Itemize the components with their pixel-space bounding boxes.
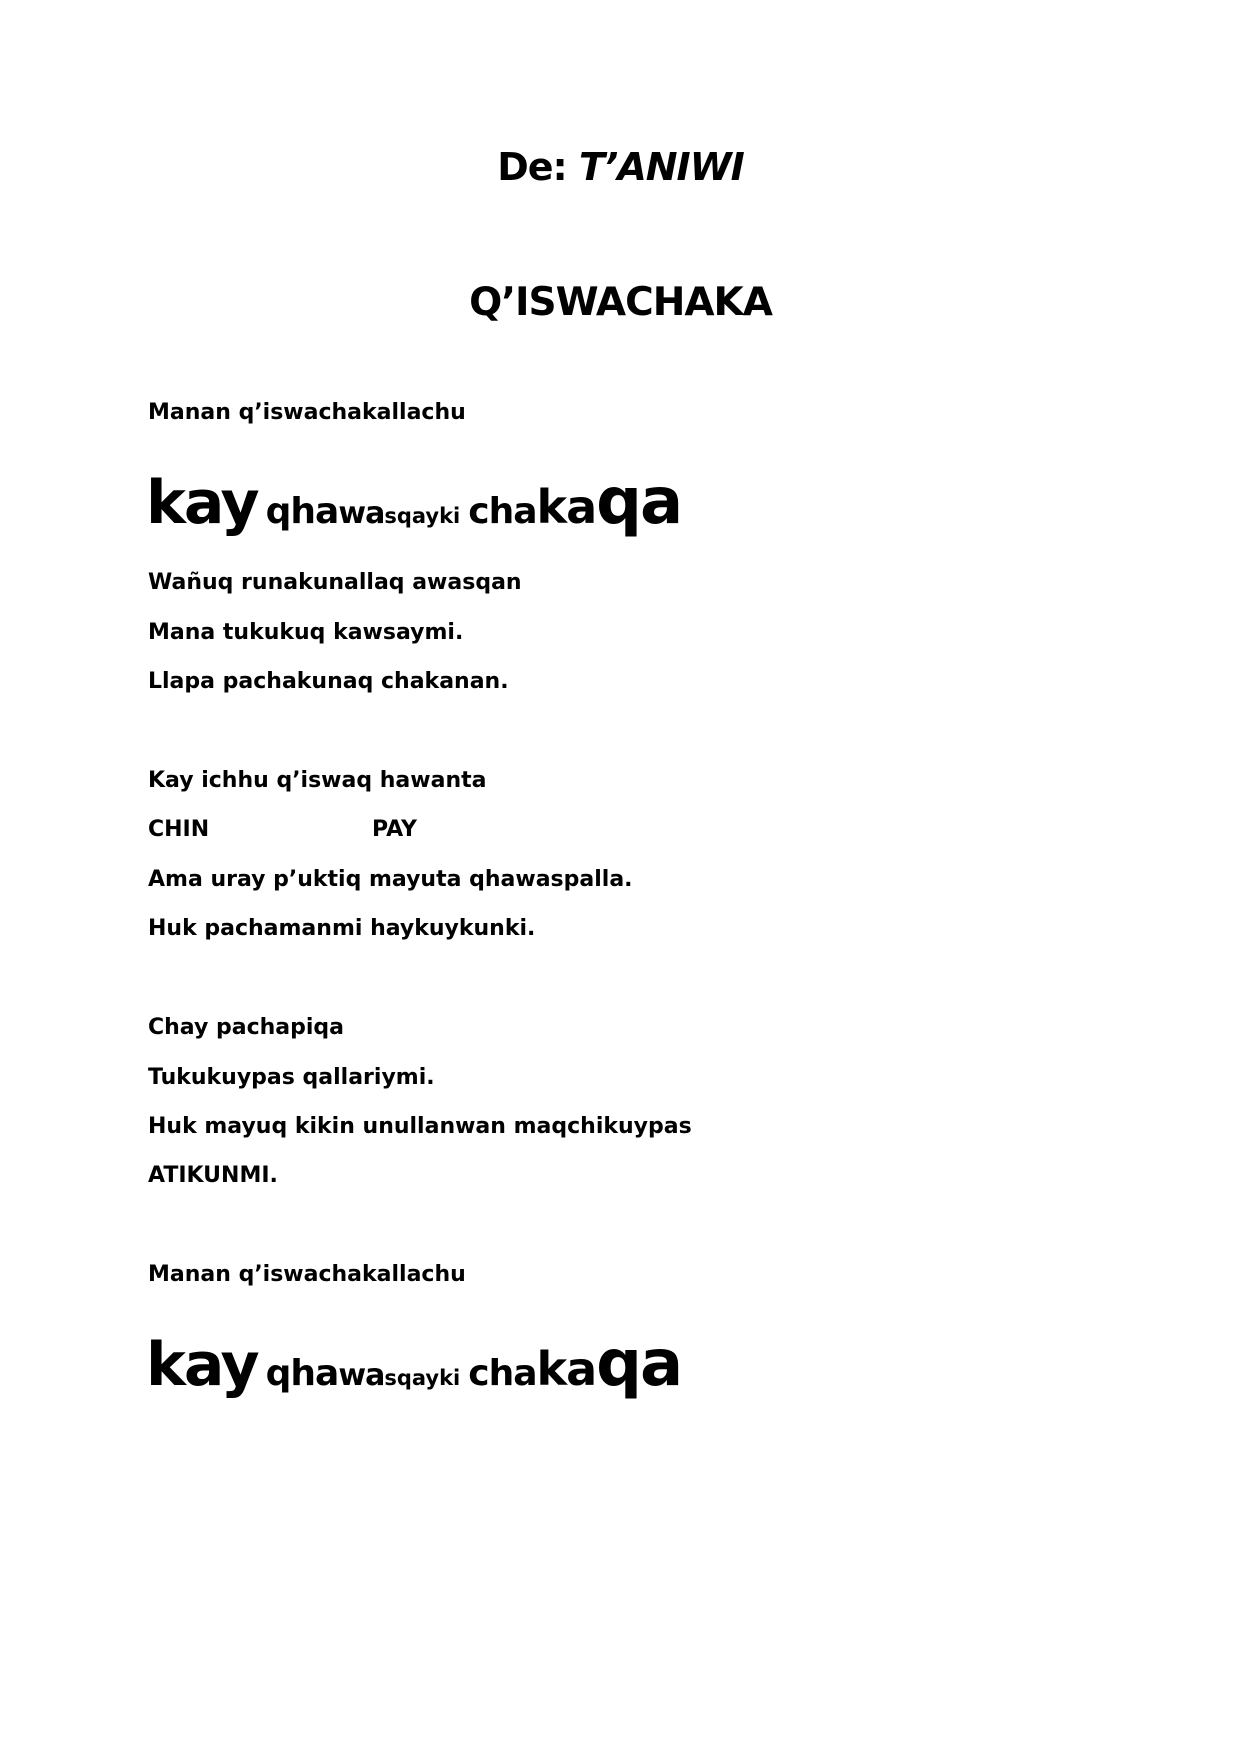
refrain-part-qha: qha — [265, 491, 339, 532]
stanza2-chin-pay — [148, 817, 417, 842]
refrain-styled — [146, 465, 682, 539]
stanza1-line3: Llapa pachakunaq chakanan. — [148, 669, 509, 694]
stanza2-line1: Kay ichhu q’iswaq hawanta — [148, 768, 487, 793]
closing-intro: Manan q’iswachakallachu — [148, 1262, 466, 1287]
refrain-part-qa: qa — [596, 465, 682, 539]
refrain-part-sqayki: sqayki — [384, 504, 461, 528]
stanza3-line1: Chay pachapiqa — [148, 1015, 345, 1040]
closing-part-ka: ka — [536, 1342, 597, 1396]
stanza1-line2: Mana tukukuq kawsaymi. — [148, 620, 464, 645]
stanza3-line2: Tukukuypas qallariymi. — [148, 1065, 435, 1090]
author-name: T’ANIWI — [578, 145, 744, 189]
stanza1-line1: Wañuq runakunallaq awasqan — [148, 570, 522, 595]
stanza2-chin: CHIN — [148, 817, 210, 842]
closing-part-cha: cha — [468, 1353, 537, 1394]
closing-part-qa: qa — [596, 1327, 682, 1401]
author-prefix: De: — [497, 145, 579, 189]
refrain-word-kay: kay — [146, 468, 258, 538]
closing-part-sqayki: sqayki — [384, 1366, 461, 1390]
stanza2-pay: PAY — [372, 817, 417, 842]
refrain-part-cha: cha — [468, 491, 537, 532]
poem-title: Q’ISWACHAKA — [469, 280, 772, 325]
refrain-part-wa: wa — [338, 496, 385, 531]
stanza3-line4: ATIKUNMI. — [148, 1163, 278, 1188]
stanza3-line3: Huk mayuq kikin unullanwan maqchikuypas — [148, 1114, 692, 1139]
closing-refrain-styled — [146, 1327, 682, 1401]
closing-part-qha: qha — [265, 1353, 339, 1394]
stanza2-line4: Huk pachamanmi haykuykunki. — [148, 916, 536, 941]
author-line — [0, 145, 1241, 189]
closing-word-kay: kay — [146, 1330, 258, 1400]
stanza2-line3: Ama uray p’uktiq mayuta qhawaspalla. — [148, 867, 633, 892]
refrain-intro: Manan q’iswachakallachu — [148, 400, 466, 425]
refrain-part-ka: ka — [536, 480, 597, 534]
closing-part-wa: wa — [338, 1358, 385, 1393]
